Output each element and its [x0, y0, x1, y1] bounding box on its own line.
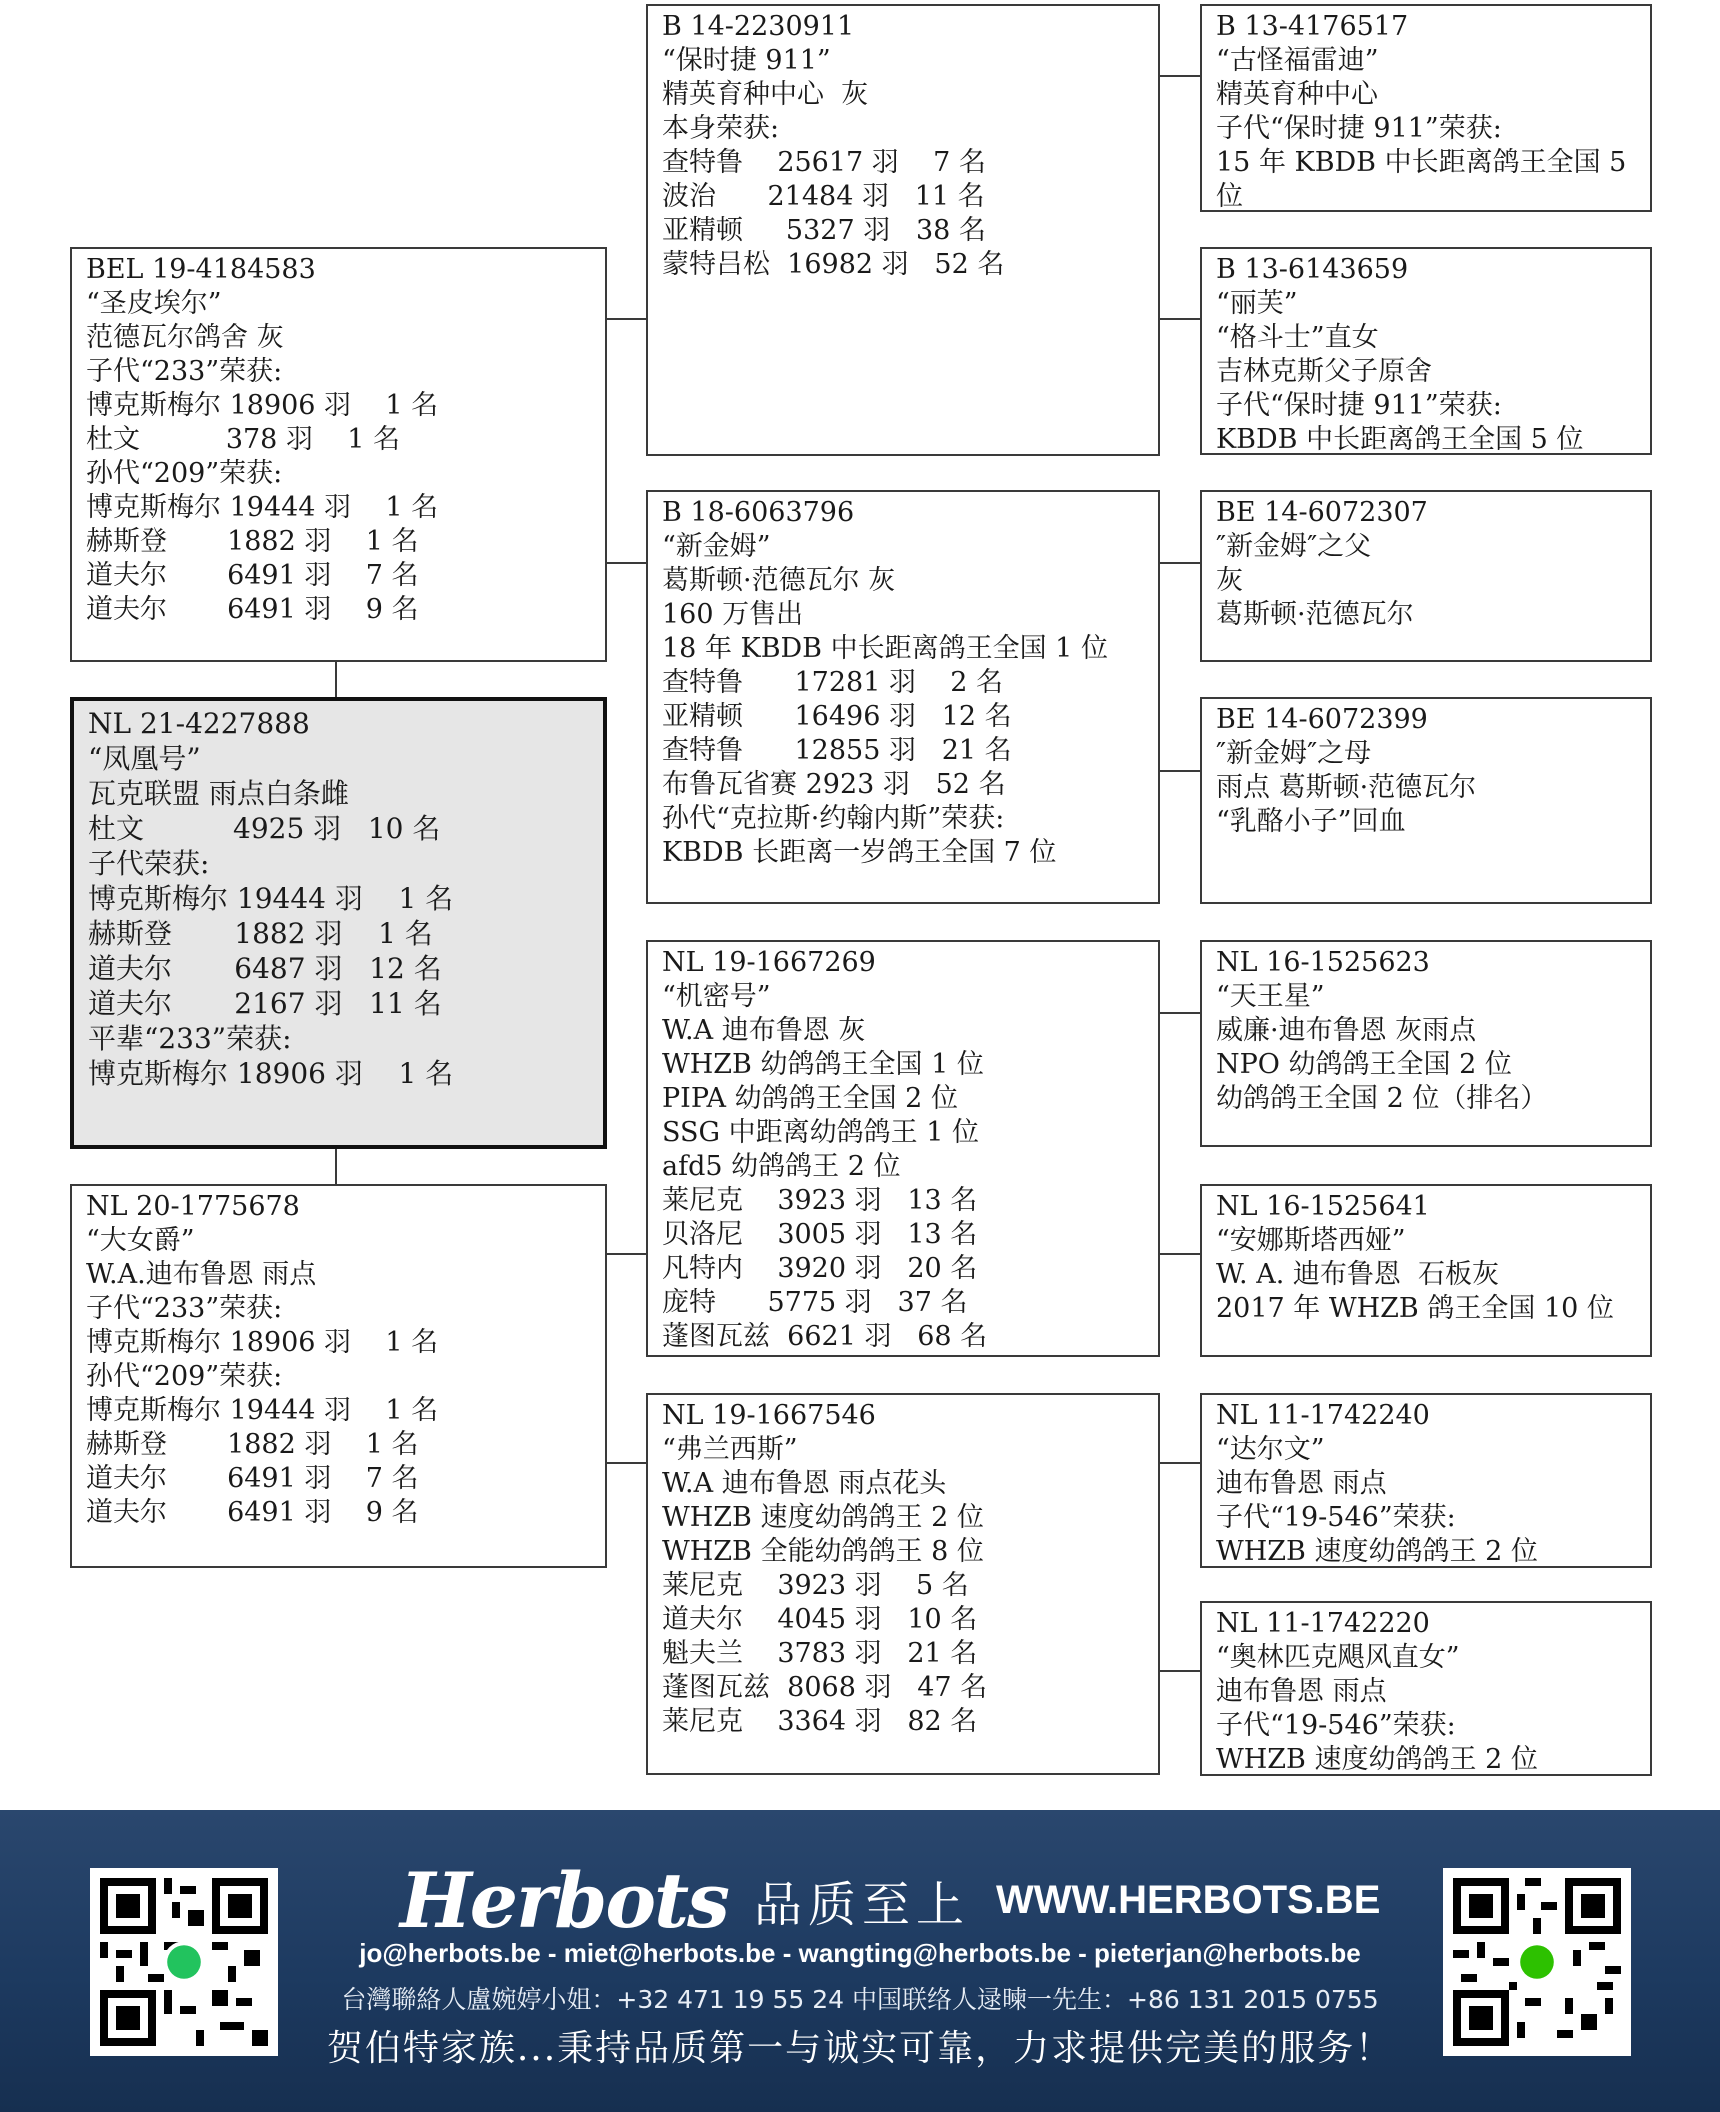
dd-dam-card	[1200, 1601, 1652, 1776]
breeder: 吉林克斯父子原舍	[1216, 356, 1432, 387]
result-heading: 子代“233”荣获:	[86, 1293, 283, 1324]
qr-code-graphic	[100, 1878, 268, 2046]
result-line: 道夫尔 4045 羽 10 名	[662, 1604, 978, 1635]
result-line: 莱尼克 3923 羽 13 名	[662, 1185, 978, 1216]
email-list[interactable]: jo@herbots.be - miet@herbots.be - wangting@herbots.be - pieterjan@herbots.be	[359, 1938, 1361, 1968]
result-line: 亚精顿 16496 羽 12 名	[662, 701, 1012, 732]
connector-line	[1159, 1462, 1201, 1464]
contact-info: 台灣聯絡人盧婉婷小姐：+32 471 19 55 24 中国联络人逯暕一先生：+86 131 2015 0755	[341, 1985, 1379, 2014]
pigeon-name: “新金姆”	[662, 531, 771, 562]
website-link[interactable]: WWW.HERBOTS.BE	[995, 1877, 1381, 1922]
pigeon-name: “奥林匹克飓风直女”	[1216, 1642, 1460, 1673]
ss-sire-card	[1200, 4, 1652, 212]
result-line: 赫斯登 1882 羽 1 名	[88, 917, 433, 950]
result-heading: 子代“19-546”荣获:	[1216, 1710, 1456, 1741]
breeder-color: 葛斯顿·范德瓦尔 灰	[662, 565, 896, 596]
result-heading: 子代“保时捷 911”荣获:	[1216, 390, 1502, 421]
pigeon-name: “圣皮埃尔”	[86, 288, 222, 319]
ring-number: B 14-2230911	[662, 11, 855, 42]
award-line: KBDB 中长距离鸽王全国 5 位	[1216, 424, 1584, 455]
result-line: 莱尼克 3364 羽 82 名	[662, 1706, 978, 1737]
breeder-color: W.A 迪布鲁恩 灰	[662, 1015, 866, 1046]
dam-sire-card	[646, 940, 1160, 1357]
award-line: KBDB 长距离一岁鸽王全国 7 位	[662, 837, 1057, 868]
result-line: 查特鲁 12855 羽 21 名	[662, 735, 1012, 766]
ring-number: B 18-6063796	[662, 497, 855, 528]
herbots-logo: Herbots	[400, 1855, 728, 1945]
subject-card	[70, 697, 607, 1149]
sire-dam-card	[646, 490, 1160, 904]
breeder-color: W.A.迪布鲁恩 雨点	[86, 1259, 317, 1290]
result-line: 莱尼克 3923 羽 5 名	[662, 1570, 969, 1601]
result-heading: 子代荣获:	[88, 847, 210, 880]
ring-number: NL 16-1525641	[1216, 1191, 1430, 1222]
connector-line	[1159, 770, 1201, 772]
result-line: 赫斯登 1882 羽 1 名	[86, 1429, 419, 1460]
connector-line	[605, 1462, 646, 1464]
result-line: 博克斯梅尔 18906 羽 1 名	[86, 1327, 439, 1358]
result-line: 布鲁瓦省赛 2923 羽 52 名	[662, 769, 1006, 800]
sd-sire-card	[1200, 490, 1652, 662]
result-heading: 孙代“209”荣获:	[86, 458, 283, 489]
result-line: 道夫尔 6491 羽 9 名	[86, 594, 419, 625]
ring-number: NL 16-1525623	[1216, 947, 1430, 978]
sire-card	[70, 247, 607, 662]
ring-number: NL 19-1667269	[662, 947, 876, 978]
result-line: 博克斯梅尔 18906 羽 1 名	[86, 390, 439, 421]
qr-code-right[interactable]	[1443, 1868, 1631, 2056]
result-line: 道夫尔 2167 羽 11 名	[88, 987, 442, 1020]
result-heading: 本身荣获:	[662, 113, 780, 144]
result-line: 道夫尔 6491 羽 7 名	[86, 1463, 419, 1494]
award-line: SSG 中距离幼鸽鸽王 1 位	[662, 1117, 980, 1148]
result-line: 道夫尔 6491 羽 7 名	[86, 560, 419, 591]
connector-line	[1159, 1253, 1201, 1255]
result-line: 查特鲁 17281 羽 2 名	[662, 667, 1004, 698]
ds-sire-card	[1200, 940, 1652, 1147]
connector-line	[1159, 318, 1201, 320]
result-heading: 孙代“209”荣获:	[86, 1361, 283, 1392]
result-line: 道夫尔 6491 羽 9 名	[86, 1497, 419, 1528]
sale-note: 160 万售出	[662, 599, 804, 630]
ss-dam-card	[1200, 247, 1652, 455]
pigeon-name: “凤凰号”	[88, 742, 201, 775]
award-line: WHZB 全能幼鸽鸽王 8 位	[662, 1536, 984, 1567]
pigeon-name: “古怪福雷迪”	[1216, 45, 1379, 76]
result-line: 道夫尔 6487 羽 12 名	[88, 952, 442, 985]
award-line: WHZB 幼鸽鸽王全国 1 位	[662, 1049, 984, 1080]
breeder-color: 迪布鲁恩 雨点	[1216, 1676, 1387, 1707]
dd-sire-card	[1200, 1393, 1652, 1568]
result-line: 蒙特吕松 16982 羽 52 名	[662, 249, 1005, 280]
connector-line	[605, 318, 646, 320]
result-line: 博克斯梅尔 19444 羽 1 名	[88, 882, 454, 915]
ring-number: NL 11-1742220	[1216, 1608, 1430, 1639]
award-line: WHZB 速度幼鸽鸽王 2 位	[1216, 1536, 1538, 1567]
result-line: 博克斯梅尔 18906 羽 1 名	[88, 1057, 454, 1090]
pigeon-name: “机密号”	[662, 981, 771, 1012]
ring-number: BEL 19-4184583	[86, 254, 316, 285]
connector-line	[335, 662, 337, 698]
breeder-color: 范德瓦尔鸽舍 灰	[86, 322, 284, 353]
award-line: NPO 幼鸽鸽王全国 2 位	[1216, 1049, 1512, 1080]
connector-line	[1159, 562, 1201, 564]
qr-code-graphic	[1453, 1878, 1621, 2046]
result-heading: 子代“保时捷 911”荣获:	[1216, 113, 1502, 144]
breeder-color: 精英育种中心 灰	[662, 79, 869, 110]
pigeon-name: “弗兰西斯”	[662, 1434, 798, 1465]
ds-dam-card	[1200, 1184, 1652, 1357]
wechat-icon	[1520, 1945, 1554, 1979]
connector-line	[335, 1148, 337, 1184]
award-line: WHZB 速度幼鸽鸽王 2 位	[1216, 1744, 1538, 1775]
ring-number: B 13-6143659	[1216, 254, 1409, 285]
breeder-color: 迪布鲁恩 雨点	[1216, 1468, 1387, 1499]
breeder-color: W. A. 迪布鲁恩 石板灰	[1216, 1259, 1500, 1290]
result-line: 杜文 378 羽 1 名	[86, 424, 401, 455]
ring-number: NL 19-1667546	[662, 1400, 876, 1431]
breeder-color: 雨点 葛斯顿·范德瓦尔	[1216, 772, 1477, 803]
award-line: 15 年 KBDB 中长距离鸽王全国 5	[1216, 147, 1627, 178]
brand-row	[400, 1850, 1380, 1950]
award-line: WHZB 速度幼鸽鸽王 2 位	[662, 1502, 984, 1533]
sd-dam-card	[1200, 697, 1652, 904]
ring-number: B 13-4176517	[1216, 11, 1409, 42]
ring-number: BE 14-6072307	[1216, 497, 1428, 528]
result-line: 赫斯登 1882 羽 1 名	[86, 526, 419, 557]
result-line: 蓬图瓦兹 8068 羽 47 名	[662, 1672, 988, 1703]
result-line: 蓬图瓦兹 6621 羽 68 名	[662, 1321, 988, 1352]
result-line: 杜文 4925 羽 10 名	[88, 812, 441, 845]
pigeon-name: ″新金姆″之父	[1216, 531, 1372, 562]
footer-banner	[0, 1810, 1720, 2112]
breeder: 葛斯顿·范德瓦尔	[1216, 599, 1414, 630]
line-icon	[167, 1945, 201, 1979]
connector-line	[605, 562, 646, 564]
pigeon-name: “安娜斯塔西娅”	[1216, 1225, 1406, 1256]
award-line: 幼鸽鸽王全国 2 位（排名）	[1216, 1083, 1548, 1114]
connector-line	[605, 1253, 646, 1255]
result-heading: 子代“233”荣获:	[86, 356, 283, 387]
result-line: 亚精顿 5327 羽 38 名	[662, 215, 986, 246]
result-heading: 平辈“233”荣获:	[88, 1022, 292, 1055]
lineage-note: “格斗士”直女	[1216, 322, 1379, 353]
breeder-color: 瓦克联盟 雨点白条雌	[88, 777, 349, 810]
pigeon-name: ″新金姆″之母	[1216, 738, 1372, 769]
breeder: 精英育种中心	[1216, 79, 1378, 110]
pigeon-name: “丽芙”	[1216, 288, 1298, 319]
sire-sire-card	[646, 4, 1160, 456]
breeder-color: W.A 迪布鲁恩 雨点花头	[662, 1468, 947, 1499]
result-line: 博克斯梅尔 19444 羽 1 名	[86, 492, 439, 523]
result-line: 魁夫兰 3783 羽 21 名	[662, 1638, 978, 1669]
result-line: 贝洛尼 3005 羽 13 名	[662, 1219, 978, 1250]
pigeon-name: “保时捷 911”	[662, 45, 831, 76]
ring-number: NL 11-1742240	[1216, 1400, 1430, 1431]
lineage-note: “乳酪小子”回血	[1216, 806, 1406, 837]
award-line: PIPA 幼鸽鸽王全国 2 位	[662, 1083, 958, 1114]
dam-card	[70, 1184, 607, 1568]
pigeon-name: “达尔文”	[1216, 1434, 1325, 1465]
award-line: 位	[1216, 181, 1243, 212]
pigeon-name: “天王星”	[1216, 981, 1325, 1012]
result-line: 波治 21484 羽 11 名	[662, 181, 985, 212]
color: 灰	[1216, 565, 1243, 596]
result-line: 庞特 5775 羽 37 名	[662, 1287, 968, 1318]
ring-number: NL 20-1775678	[86, 1191, 300, 1222]
qr-code-left[interactable]	[90, 1868, 278, 2056]
connector-line	[1159, 75, 1201, 77]
result-heading: 孙代“克拉斯·约翰内斯”荣获:	[662, 803, 1005, 834]
award-line: 18 年 KBDB 中长距离鸽王全国 1 位	[662, 633, 1108, 664]
award-line: 2017 年 WHZB 鸽王全国 10 位	[1216, 1293, 1614, 1324]
ring-number: BE 14-6072399	[1216, 704, 1428, 735]
result-line: 凡特内 3920 羽 20 名	[662, 1253, 978, 1284]
result-heading: 子代“19-546”荣获:	[1216, 1502, 1456, 1533]
connector-line	[1159, 1012, 1201, 1014]
award-line: afd5 幼鸽鸽王 2 位	[662, 1151, 901, 1182]
pigeon-name: “大女爵”	[86, 1225, 195, 1256]
ring-number: NL 21-4227888	[88, 707, 310, 740]
dam-dam-card	[646, 1393, 1160, 1775]
connector-line	[1159, 1670, 1201, 1672]
footer-tagline: 贺伯特家族...秉持品质第一与诚实可靠，力求提供完美的服务！	[326, 2028, 1394, 2069]
breeder-color: 威廉·迪布鲁恩 灰雨点	[1216, 1015, 1477, 1046]
result-line: 博克斯梅尔 19444 羽 1 名	[86, 1395, 439, 1426]
result-line: 查特鲁 25617 羽 7 名	[662, 147, 986, 178]
brand-slogan: 品质至上	[753, 1876, 970, 1933]
